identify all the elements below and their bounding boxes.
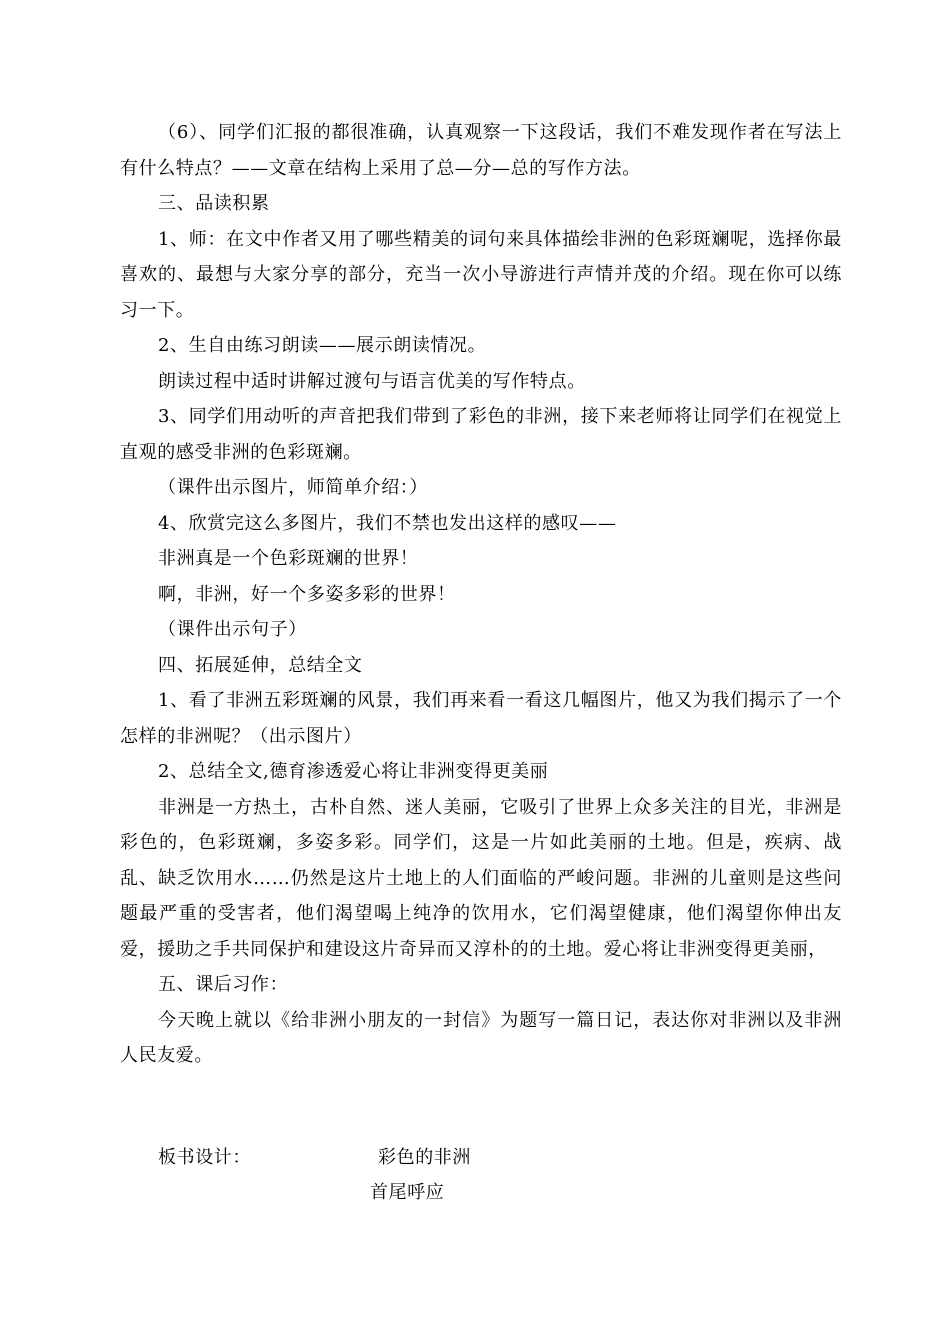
section-heading-4: 四、拓展延伸，总结全文: [158, 654, 363, 676]
board-design-label: 板书设计：: [158, 1147, 251, 1168]
paragraph-teacher-question: 1、师：在文中作者又用了哪些精美的词句来具体描绘非洲的色彩斑斓呢，选择你最喜欢的、最想与大家分享的部分，充当一次小导游进行声情并茂的介绍。现在你可以练习一下。: [120, 228, 842, 321]
lesson-body: [120, 115, 842, 1074]
board-subtitle: 首尾呼应: [370, 1182, 445, 1203]
paragraph-admire: 4、欣赏完这么多图片，我们不禁也发出这样的感叹——: [158, 512, 617, 534]
paragraph-show-pictures: （课件出示图片，师简单介绍：）: [158, 477, 428, 498]
paragraph-exclaim-1: 非洲真是一个色彩斑斓的世界！: [158, 548, 419, 569]
paragraph-summary-title: 2、总结全文,德育渗透爱心将让非洲变得更美丽: [158, 761, 549, 782]
paragraph-reading-process: 朗读过程中适时讲解过渡句与语言优美的写作特点。: [158, 370, 586, 392]
paragraph-visual-intro: 3、同学们用动听的声音把我们带到了彩色的非洲，接下来老师将让同学们在视觉上直观的感受非洲的色彩斑斓。: [120, 406, 842, 463]
paragraph-exclaim-2: 啊，非洲，好一个多姿多彩的世界！: [158, 583, 456, 605]
paragraph-homework: 今天晚上就以《给非洲小朋友的一封信》为题写一篇日记，表达你对非洲以及非洲人民友爱。: [120, 1009, 842, 1066]
paragraph-africa-summary: 非洲是一方热土，古朴自然、迷人美丽，它吸引了世界上众多关注的目光，非洲是彩色的，色彩斑斓，多姿多彩。同学们，这是一片如此美丽的土地。但是，疾病、战乱、缺乏饮用水……仍然是这片土地上的人们面临的严峻问题。非洲的儿童则是这些问题最严重的受害者，他们渴望喝上纯净的饮用水，它们渴望健康，他们渴望你伸出友爱，援助之手共同保护和建设这片奇异而又淳朴的的土地。爱心将让非洲变得更美丽，: [120, 796, 842, 960]
paragraph-summary-method: （6）、同学们汇报的都很准确，认真观察一下这段话，我们不难发现作者在写法上有什么特点？——文章在结构上采用了总—分—总的写作方法。: [120, 122, 842, 179]
paragraph-extend-pictures: 1、看了非洲五彩斑斓的风景，我们再来看一看这几幅图片，他又为我们揭示了一个怎样的非洲呢？（出示图片）: [120, 690, 842, 747]
paragraph-reading-practice: 2、生自由练习朗读——展示朗读情况。: [158, 335, 487, 356]
section-heading-3: 三、品读积累: [158, 193, 270, 214]
section-heading-5: 五、课后习作：: [158, 974, 289, 995]
paragraph-show-sentence: （课件出示句子）: [158, 619, 307, 640]
board-title: 彩色的非洲: [378, 1147, 471, 1168]
